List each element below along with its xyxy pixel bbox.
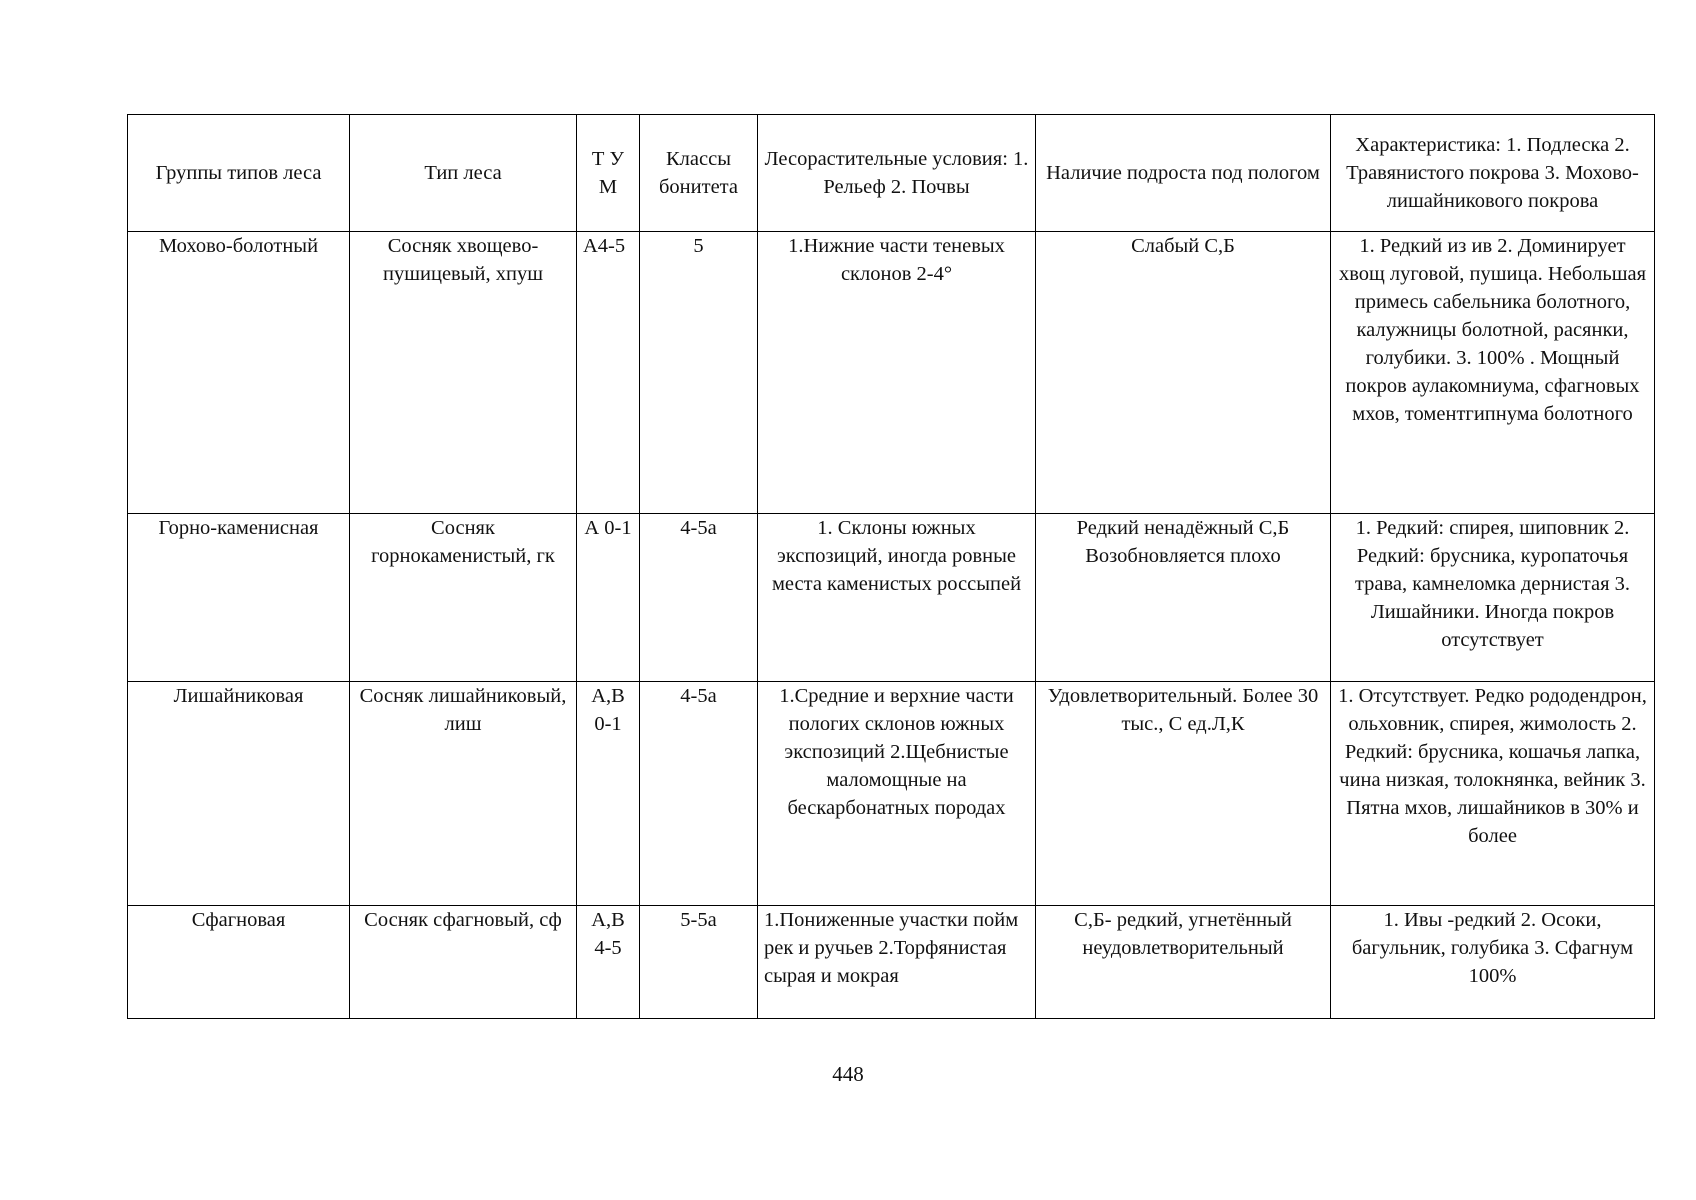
cell-group: Лишайниковая (128, 682, 350, 906)
table-header-row (128, 115, 1655, 232)
header-tum: Т У М (577, 115, 640, 232)
cell-bonitet: 5-5а (640, 906, 758, 1019)
table-row (128, 232, 1655, 514)
cell-characteristic: 1. Отсутствует. Редко рододендрон, ольховник, спирея, жимолость 2. Редкий: брусника, кошачья лапка, чина низкая, толокнянка, вейник 3. Пятна мхов, лишайников в 30% и более (1331, 682, 1655, 906)
cell-tum: А,В 0-1 (577, 682, 640, 906)
cell-group: Мохово-болотный (128, 232, 350, 514)
cell-forest-type: Сосняк сфагновый, сф (350, 906, 577, 1019)
cell-undergrowth: Удовлетворительный. Более 30 тыс., С ед.Л,К (1036, 682, 1331, 906)
cell-tum: А 0-1 (577, 514, 640, 682)
cell-bonitet: 4-5а (640, 682, 758, 906)
forest-types-table (127, 114, 1655, 1019)
table-row (128, 682, 1655, 906)
cell-group: Сфагновая (128, 906, 350, 1019)
cell-bonitet: 4-5а (640, 514, 758, 682)
cell-undergrowth: С,Б- редкий, угнетённый неудовлетворительный (1036, 906, 1331, 1019)
cell-conditions: 1.Пониженные участки пойм рек и ручьев 2.Торфянистая сырая и мокрая (758, 906, 1036, 1019)
cell-characteristic: 1. Редкий из ив 2. Доминирует хвощ луговой, пушица. Небольшая примесь сабельника болотного, калужницы болотной, расянки, голубики. 3. 100% . Мощный покров аулакомниума, сфагновых мхов, томентгипнума болотного (1331, 232, 1655, 514)
cell-characteristic: 1. Редкий: спирея, шиповник 2. Редкий: брусника, куропаточья трава, камнеломка дернистая 3. Лишайники. Иногда покров отсутствует (1331, 514, 1655, 682)
header-bonitet: Классы бонитета (640, 115, 758, 232)
cell-conditions: 1.Средние и верхние части пологих склонов южных экспозиций 2.Щебнистые маломощные на бескарбонатных породах (758, 682, 1036, 906)
cell-conditions: 1. Склоны южных экспозиций, иногда ровные места каменистых россыпей (758, 514, 1036, 682)
table-row (128, 906, 1655, 1019)
cell-undergrowth: Редкий ненадёжный С,Б Возобновляется плохо (1036, 514, 1331, 682)
cell-bonitet: 5 (640, 232, 758, 514)
cell-undergrowth: Слабый С,Б (1036, 232, 1331, 514)
cell-forest-type: Сосняк лишайниковый, лиш (350, 682, 577, 906)
cell-group: Горно-каменисная (128, 514, 350, 682)
cell-forest-type: Сосняк горнокаменистый, гк (350, 514, 577, 682)
header-characteristic: Характеристика: 1. Подлеска 2. Травянистого покрова 3. Мохово-лишайникового покрова (1331, 115, 1655, 232)
cell-conditions: 1.Нижние части теневых склонов 2-4° (758, 232, 1036, 514)
header-forest-type: Тип леса (350, 115, 577, 232)
cell-tum: А4-5 (577, 232, 640, 514)
cell-forest-type: Сосняк хвощево-пушицевый, хпуш (350, 232, 577, 514)
header-group: Группы типов леса (128, 115, 350, 232)
header-undergrowth: Наличие подроста под пологом (1036, 115, 1331, 232)
header-conditions: Лесорастительные условия: 1. Рельеф 2. Почвы (758, 115, 1036, 232)
page-number: 448 (832, 1062, 864, 1086)
table-row (128, 514, 1655, 682)
cell-tum: А,В 4-5 (577, 906, 640, 1019)
cell-characteristic: 1. Ивы -редкий 2. Осоки, багульник, голубика 3. Сфагнум 100% (1331, 906, 1655, 1019)
